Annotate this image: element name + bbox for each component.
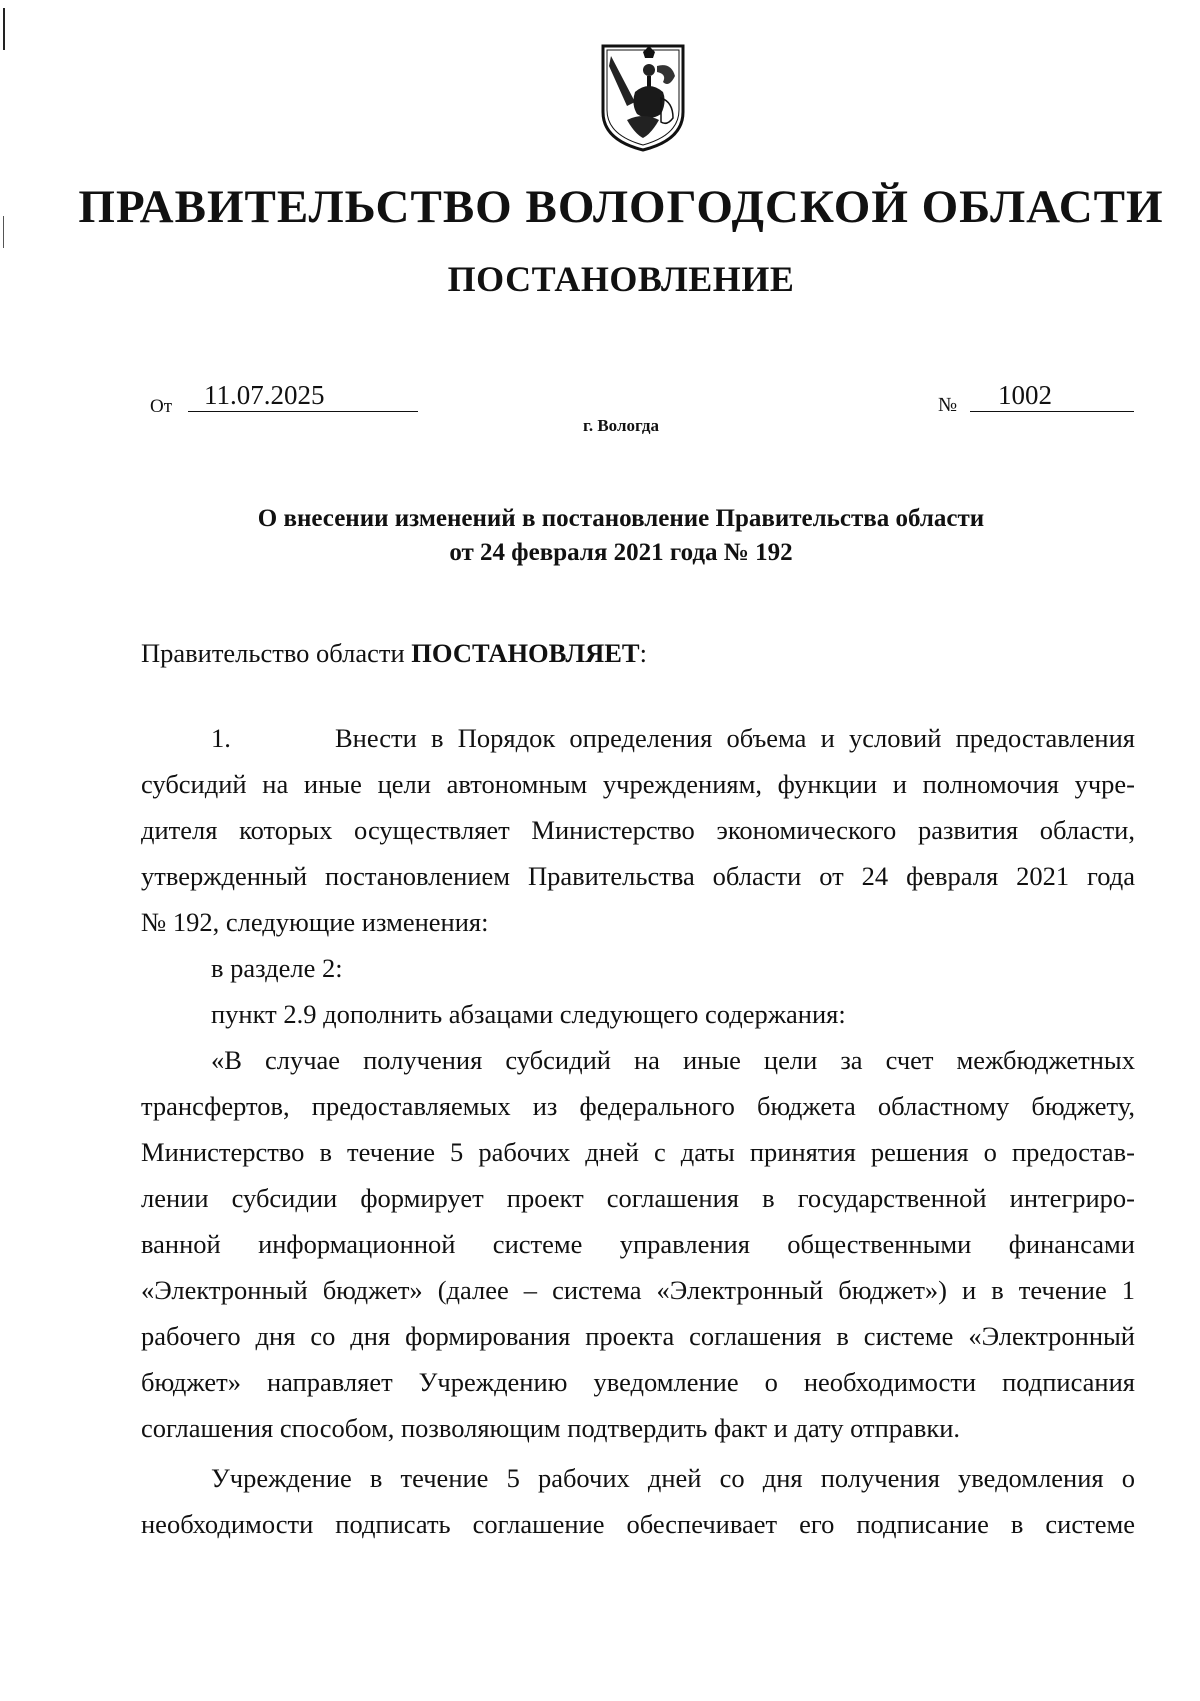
city: г. Вологда: [583, 416, 659, 435]
document-type: ПОСТАНОВЛЕНИЕ: [447, 259, 795, 299]
paragraph-line: необходимости подписать соглашение обеспечивает его подписание в системе: [141, 1509, 1135, 1539]
quote-line: рабочего дня со дня формирования проекта соглашения в системе «Электронный: [141, 1321, 1135, 1351]
quote-line: бюджет» направляет Учреждению уведомление о необходимости подписания: [141, 1367, 1135, 1397]
coat-of-arms-icon: [597, 42, 689, 154]
intro-keyword: ПОСТАНОВЛЯЕТ: [411, 638, 640, 668]
section-reference: в разделе 2:: [211, 953, 343, 983]
paragraph-1: [141, 715, 1135, 1547]
quote-line: соглашения способом, позволяющим подтвердить факт и дату отправки.: [141, 1413, 961, 1443]
quote-line: «Электронный бюджет» (далее – система «Электронный бюджет») и в течение 1: [141, 1275, 1135, 1305]
document-subject: [0, 502, 1200, 570]
date-prefix: От: [150, 396, 173, 417]
paragraph-line: субсидий на иные цели автономным учреждениям, функции и полномочия учре-: [141, 769, 1135, 799]
quote-line: Министерство в течение 5 рабочих дней с даты принятия решения о предостав-: [141, 1137, 1135, 1167]
paragraph-number: 1.: [211, 723, 231, 753]
intro-text: Правительство области: [141, 638, 412, 668]
paragraph-line: № 192, следующие изменения:: [141, 907, 489, 937]
decree-intro: [141, 630, 1135, 676]
clause-reference: пункт 2.9 дополнить абзацами следующего содержания:: [211, 999, 846, 1029]
quote-line: лении субсидии формирует проект соглашения в государственной интегриро-: [141, 1183, 1135, 1213]
paragraph-line: [141, 715, 1135, 761]
paragraph-line: утвержденный постановлением Правительства области от 24 февраля 2021 года: [141, 861, 1135, 891]
paragraph-line: дителя которых осуществляет Министерство экономического развития области,: [141, 815, 1135, 845]
document-date: 11.07.2025: [188, 379, 418, 412]
paragraph-line: Учреждение в течение 5 рабочих дней со дня получения уведомления о: [211, 1463, 1135, 1493]
document-number: 1002: [970, 379, 1134, 412]
organization-title: ПРАВИТЕЛЬСТВО ВОЛОГОДСКОЙ ОБЛАСТИ: [78, 181, 1164, 233]
intro-suffix: :: [639, 638, 647, 668]
scan-edge-mark: [3, 8, 5, 50]
number-prefix: №: [938, 394, 958, 416]
quote-line: ванной информационной системе управления общественными финансами: [141, 1229, 1135, 1259]
quote-line: трансфертов, предоставляемых из федерального бюджета областному бюджету,: [141, 1091, 1135, 1121]
subject-line: от 24 февраля 2021 года № 192: [449, 539, 793, 566]
paragraph-line-text: Внести в Порядок определения объема и условий предоставления: [335, 723, 1135, 753]
quote-line: «В случае получения субсидий на иные цели за счет межбюджетных: [211, 1045, 1135, 1075]
subject-line: О внесении изменений в постановление Правительства области: [257, 505, 985, 532]
